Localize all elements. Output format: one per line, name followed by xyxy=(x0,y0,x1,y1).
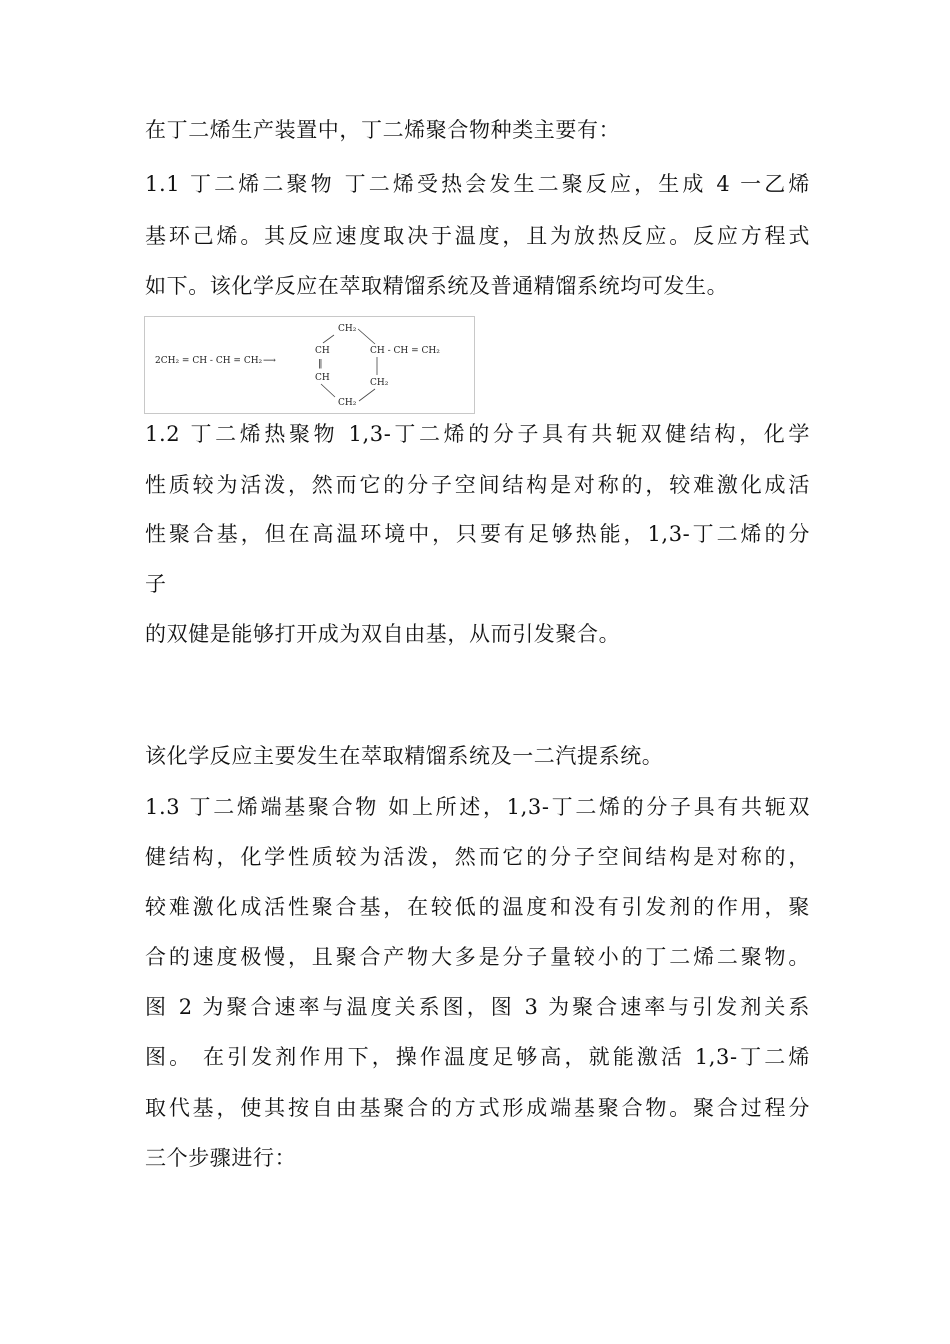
ring-left-upper-ch: CH xyxy=(315,346,330,356)
section-1-1-line-3: 如下。该化学反应在萃取精馏系统及普通精馏系统均可发生。 xyxy=(145,274,729,298)
reaction-equation-svg xyxy=(145,317,474,413)
ring-top-ch2: CH₂ xyxy=(338,324,357,334)
ring-bond-top-right xyxy=(358,329,375,344)
section-1-3-line-4: 合的速度极慢，且聚合产物大多是分子量较小的丁二烯二聚物。 xyxy=(145,945,810,969)
section-1-2-line-3: 性聚合基，但在高温环境中，只要有足够热能，1,3-丁二烯的分 xyxy=(145,522,810,546)
ring-double-bond: ‖ xyxy=(318,359,323,369)
section-1-3-line-5: 图 2 为聚合速率与温度关系图，图 3 为聚合速率与引发剂关系 xyxy=(145,995,810,1019)
ring-right-lower-ch2: CH₂ xyxy=(370,378,389,388)
section-1-3-line-1: 1.3 丁二烯端基聚合物 如上所述，1,3-丁二烯的分子具有共轭双 xyxy=(145,795,810,819)
ring-bond-bottom-left xyxy=(321,384,335,397)
section-1-1-line-1: 1.1 丁二烯二聚物 丁二烯受热会发生二聚反应，生成 4 一乙烯 xyxy=(145,172,810,196)
section-1-2-line-5: 的双健是能够打开成为双自由基，从而引发聚合。 xyxy=(145,622,621,646)
ring-bond-top-left xyxy=(323,335,334,343)
section-1-2-line-2: 性质较为活泼，然而它的分子空间结构是对称的，较难激化成活 xyxy=(145,473,810,497)
ring-right-upper-group: CH - CH = CH₂ xyxy=(370,346,440,356)
section-1-2-line-1: 1.2 丁二烯热聚物 1,3-丁二烯的分子具有共轭双健结构，化学 xyxy=(145,422,810,446)
ring-bond-bottom-right xyxy=(359,389,375,401)
reaction-equation-figure xyxy=(144,316,475,414)
section-1-3-line-3: 较难激化成活性聚合基，在较低的温度和没有引发剂的作用，聚 xyxy=(145,895,810,919)
ring-left-lower-ch: CH xyxy=(315,373,330,383)
ring-bottom-ch2: CH₂ xyxy=(338,398,357,408)
section-1-2-line-4: 子 xyxy=(145,572,167,596)
reactant-formula: 2CH₂ = CH - CH = CH₂ xyxy=(155,356,263,366)
section-1-1-line-2: 基环己烯。其反应速度取决于温度，且为放热反应。反应方程式 xyxy=(145,224,810,248)
section-1-3-line-2: 健结构，化学性质较为活泼，然而它的分子空间结构是对称的， xyxy=(145,845,810,869)
reaction-arrow: ⟶ xyxy=(263,356,276,366)
section-1-3-line-8: 三个步骤进行： xyxy=(145,1146,297,1170)
section-1-3-line-7: 取代基，使其按自由基聚合的方式形成端基聚合物。聚合过程分 xyxy=(145,1096,810,1120)
paragraph-intro: 在丁二烯生产装置中，丁二烯聚合物种类主要有： xyxy=(145,118,621,142)
paragraph-reaction-location: 该化学反应主要发生在萃取精馏系统及一二汽提系统。 xyxy=(145,744,664,768)
section-1-3-line-6: 图。 在引发剂作用下，操作温度足够高，就能激活 1,3-丁二烯 xyxy=(145,1045,810,1069)
